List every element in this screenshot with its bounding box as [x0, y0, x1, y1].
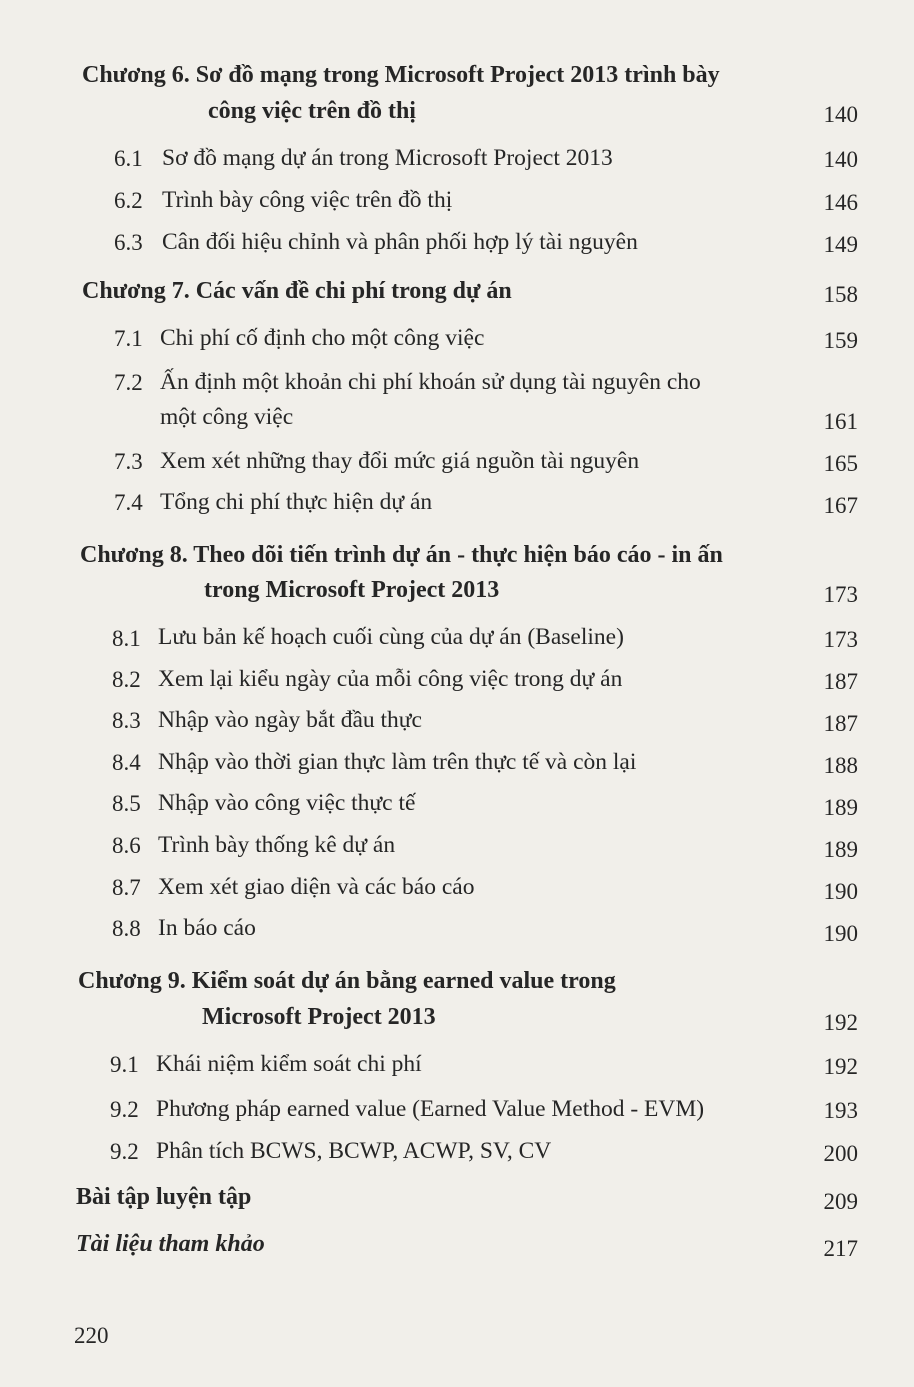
section-8-5-title: Nhập vào công việc thực tế: [158, 790, 416, 816]
chapter-6-page: 140: [823, 102, 858, 127]
section-8-1-title: Lưu bản kế hoạch cuối cùng của dự án (Baseline): [158, 624, 624, 650]
section-7-2-title-line-2: một công việc: [160, 404, 294, 430]
section-7-1-number: 7.1: [114, 326, 143, 351]
section-8-8-page: 190: [823, 921, 858, 946]
references-page: 217: [823, 1236, 858, 1261]
section-7-4-page: 167: [823, 493, 858, 518]
section-6-2-title: Trình bày công việc trên đồ thị: [162, 187, 453, 213]
section-7-1-title: Chi phí cố định cho một công việc: [160, 325, 485, 351]
section-6-3-number: 6.3: [114, 230, 143, 255]
section-7-3-title: Xem xét những thay đổi mức giá nguồn tài nguyên: [160, 448, 640, 474]
page-number: 220: [74, 1323, 109, 1348]
chapter-8-page: 173: [823, 582, 858, 607]
section-7-2-title-line-1: Ấn định một khoản chi phí khoán sử dụng tài nguyên cho: [160, 369, 701, 395]
section-8-8-number: 8.8: [112, 916, 141, 941]
chapter-9-title-line-1: Chương 9. Kiểm soát dự án bằng earned value trong: [78, 968, 616, 994]
section-8-2-number: 8.2: [112, 667, 141, 692]
section-6-2-page: 146: [823, 190, 858, 215]
section-9-1-title: Khái niệm kiểm soát chi phí: [156, 1051, 422, 1077]
section-8-8-title: In báo cáo: [158, 915, 256, 941]
section-7-2-page: 161: [823, 409, 858, 434]
section-9-1-number: 9.1: [110, 1052, 139, 1077]
section-7-3-number: 7.3: [114, 449, 143, 474]
section-6-1-title: Sơ đồ mạng dự án trong Microsoft Project 2013: [162, 145, 613, 171]
section-8-4-page: 188: [823, 753, 858, 778]
section-6-3-page: 149: [823, 232, 858, 257]
section-9-2-title: Phương pháp earned value (Earned Value Method - EVM): [156, 1096, 705, 1122]
section-9-2-page: 193: [823, 1098, 858, 1123]
chapter-8-title-line-2: trong Microsoft Project 2013: [204, 577, 500, 603]
section-8-6-title: Trình bày thống kê dự án: [158, 832, 396, 858]
section-8-2-page: 187: [823, 669, 858, 694]
section-6-1-number: 6.1: [114, 146, 143, 171]
section-8-5-page: 189: [823, 795, 858, 820]
section-7-4-number: 7.4: [114, 490, 143, 515]
section-8-2-title: Xem lại kiểu ngày của mỗi công việc trong dự án: [158, 666, 623, 692]
section-8-1-number: 8.1: [112, 626, 141, 651]
chapter-6-title-line-2: công việc trên đồ thị: [208, 98, 416, 124]
section-7-2-number: 7.2: [114, 370, 143, 395]
section-8-3-number: 8.3: [112, 708, 141, 733]
section-8-5-number: 8.5: [112, 791, 141, 816]
chapter-9-title-line-2: Microsoft Project 2013: [202, 1004, 436, 1030]
section-6-2-number: 6.2: [114, 188, 143, 213]
section-8-4-number: 8.4: [112, 750, 141, 775]
section-8-7-title: Xem xét giao diện và các báo cáo: [158, 874, 475, 900]
section-8-1-page: 173: [823, 627, 858, 652]
section-8-6-page: 189: [823, 837, 858, 862]
section-9-2-number: 9.2: [110, 1097, 139, 1122]
section-6-3-title: Cân đối hiệu chỉnh và phân phối hợp lý tài nguyên: [162, 229, 638, 255]
section-9-2b-page: 200: [823, 1141, 858, 1166]
section-8-7-page: 190: [823, 879, 858, 904]
chapter-6-title-line-1: Chương 6. Sơ đồ mạng trong Microsoft Project 2013 trình bày: [82, 62, 720, 88]
section-9-2b-number: 9.2: [110, 1139, 139, 1164]
section-8-7-number: 8.7: [112, 875, 141, 900]
chapter-7-page: 158: [823, 282, 858, 307]
section-7-1-page: 159: [823, 328, 858, 353]
section-7-3-page: 165: [823, 451, 858, 476]
section-6-1-page: 140: [823, 147, 858, 172]
chapter-9-page: 192: [823, 1010, 858, 1035]
section-8-3-title: Nhập vào ngày bắt đầu thực: [158, 707, 422, 733]
section-8-4-title: Nhập vào thời gian thực làm trên thực tế và còn lại: [158, 749, 637, 775]
exercises-page: 209: [823, 1189, 858, 1214]
section-9-1-page: 192: [823, 1054, 858, 1079]
chapter-8-title-line-1: Chương 8. Theo dõi tiến trình dự án - thực hiện báo cáo - in ấn: [80, 542, 723, 568]
references-title: Tài liệu tham khảo: [76, 1231, 265, 1257]
section-9-2b-title: Phân tích BCWS, BCWP, ACWP, SV, CV: [156, 1138, 552, 1164]
section-7-4-title: Tổng chi phí thực hiện dự án: [160, 489, 433, 515]
section-8-6-number: 8.6: [112, 833, 141, 858]
chapter-7-title: Chương 7. Các vấn đề chi phí trong dự án: [82, 278, 512, 304]
exercises-title: Bài tập luyện tập: [76, 1184, 252, 1210]
section-8-3-page: 187: [823, 711, 858, 736]
